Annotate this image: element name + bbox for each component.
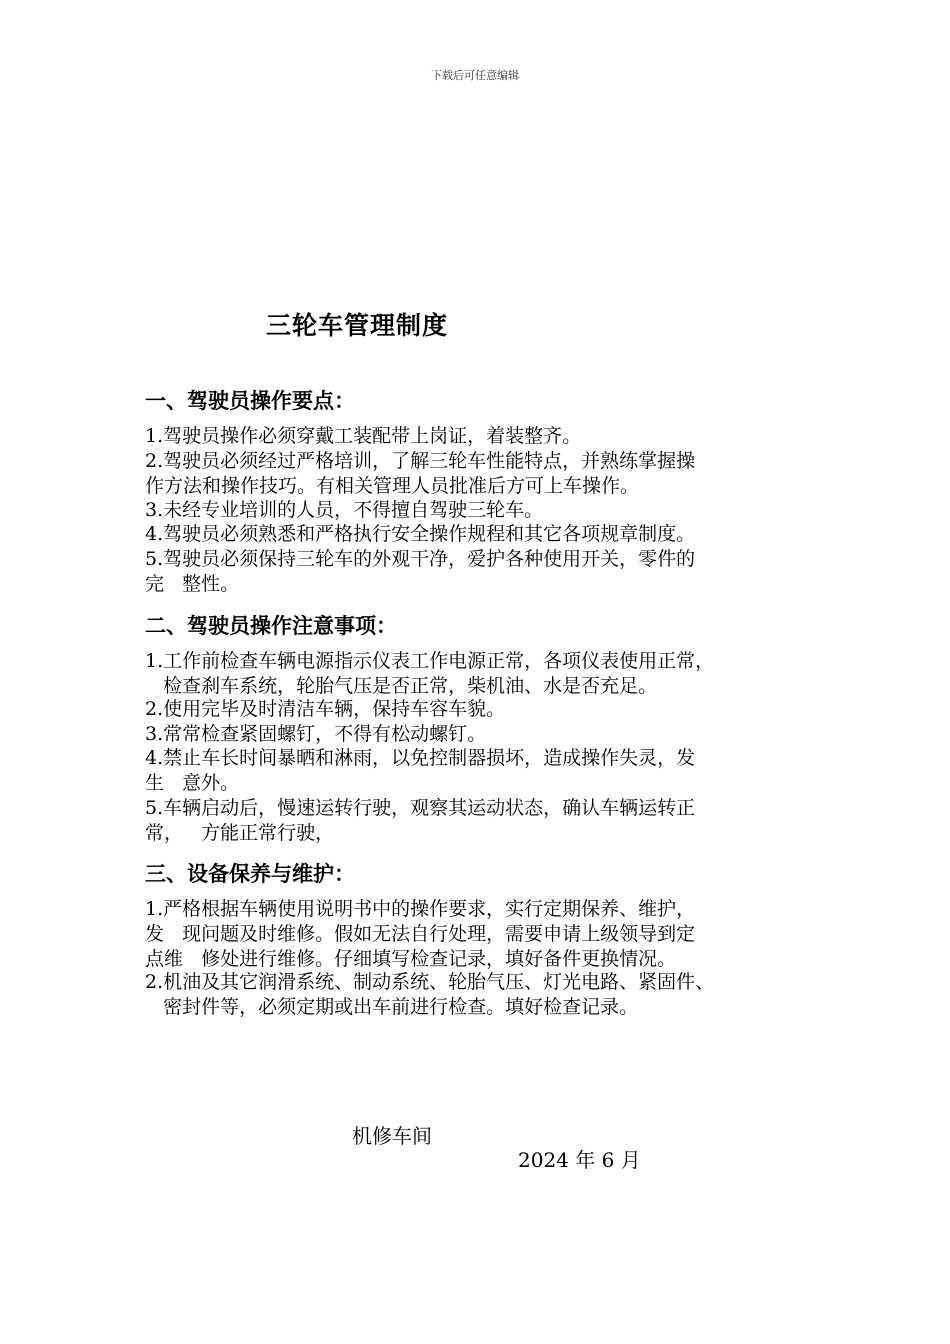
section-heading-2: 二、驾驶员操作注意事项： [145, 614, 397, 638]
document-title: 三轮车管理制度 [266, 311, 449, 340]
section-heading-3: 三、设备保养与维护： [145, 862, 355, 886]
section-1-item-5: 5.驾驶员必须保持三轮车的外观干净，爱护各种使用开关，零件的 完 整性。 [145, 548, 696, 595]
header-note: 下载后可任意编辑 [431, 69, 519, 82]
section-1-item-1: 1.驾驶员操作必须穿戴工装配带上岗证，着装整齐。 [145, 425, 582, 447]
section-heading-1: 一、驾驶员操作要点： [145, 389, 355, 413]
section-2-item-4: 4.禁止车长时间暴晒和淋雨，以免控制器损坏，造成操作失灵，发 生 意外。 [145, 747, 696, 794]
footer-department: 机修车间 [352, 1124, 432, 1148]
section-2-item-5: 5.车辆启动后，慢速运转行驶，观察其运动状态，确认车辆运转正 常， 方能正常行驶， [145, 797, 696, 844]
section-3-item-2: 2.机油及其它润滑系统、制动系统、轮胎气压、灯光电路、紧固件、 密封件等，必须定期或出车前进行检查。填好检查记录。 [145, 971, 715, 1018]
section-1-item-3: 3.未经专业培训的人员，不得擅自驾驶三轮车。 [145, 499, 544, 521]
section-3-item-1: 1.严格根据车辆使用说明书中的操作要求，实行定期保养、维护， 发 现问题及时维修。假如无法自行处理，需要申请上级领导到定 点维 修处进行维修。仔细填写检查记录，填好备件更换情况。 [145, 898, 696, 970]
section-2-item-2: 2.使用完毕及时清洁车辆，保持车容车貌。 [145, 698, 506, 720]
footer-date: 2024 年 6 月 [518, 1148, 641, 1172]
section-1-item-4: 4.驾驶员必须熟悉和严格执行安全操作规程和其它各项规章制度。 [145, 523, 696, 545]
section-2-item-3: 3.常常检查紧固螺钉，不得有松动螺钉。 [145, 723, 487, 745]
section-1-item-2: 2.驾驶员必须经过严格培训，了解三轮车性能特点，并熟练掌握操 作方法和操作技巧。有相关管理人员批准后方可上车操作。 [145, 450, 696, 497]
section-2-item-1: 1.工作前检查车辆电源指示仪表工作电源正常，各项仪表使用正常， 检查刹车系统，轮胎气压是否正常，柴机油、水是否充足。 [145, 650, 715, 697]
